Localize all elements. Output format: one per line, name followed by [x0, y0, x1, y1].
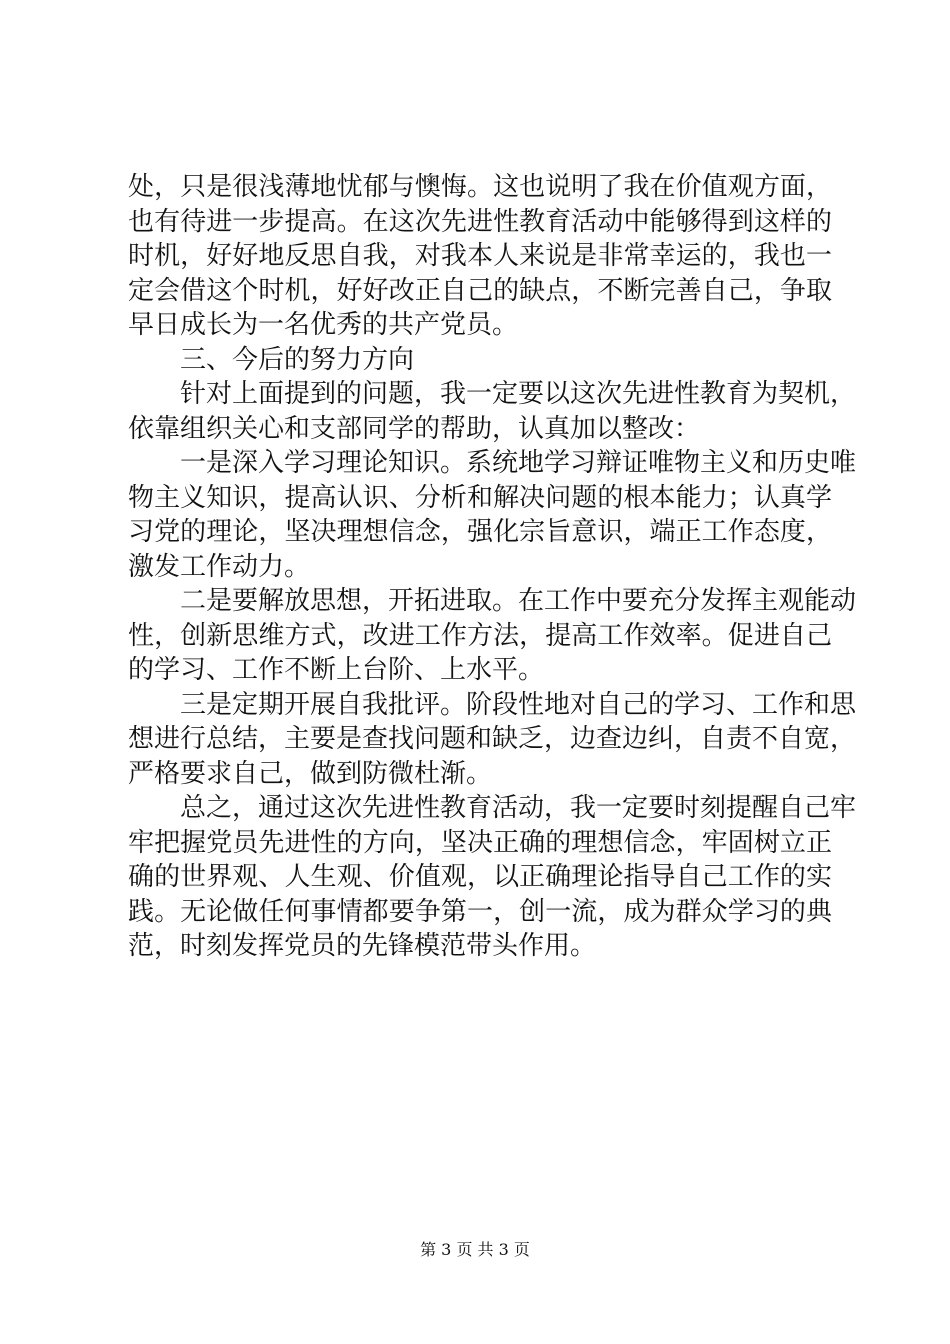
text-line: 物主义知识，提高认识、分析和解决问题的根本能力；认真学: [128, 482, 832, 513]
text-line: 确的世界观、人生观、价值观，以正确理论指导自己工作的实: [128, 862, 832, 892]
text-line: 严格要求自己，做到防微杜渐。: [128, 758, 493, 789]
text-line: 的学习、工作不断上台阶、上水平。: [128, 655, 545, 685]
text-line: 总之，通过这次先进性教育活动，我一定要时刻提醒自己牢: [180, 793, 857, 823]
text-line: 一是深入学习理论知识。系统地学习辩证唯物主义和历史唯: [180, 448, 857, 478]
text-line: 激发工作动力。: [128, 551, 311, 582]
text-line: 时机，好好地反思自我，对我本人来说是非常幸运的，我也一: [128, 241, 832, 271]
body-text: [128, 170, 857, 964]
text-line: 早日成长为一名优秀的共产党员。: [128, 310, 519, 340]
section-heading: 三、今后的努力方向: [180, 344, 415, 375]
text-line: 范，时刻发挥党员的先锋模范带头作用。: [128, 931, 597, 961]
page-footer: 第 3 页 共 3 页: [420, 1240, 530, 1259]
text-line: 三是定期开展自我批评。阶段性地对自己的学习、工作和思: [180, 689, 857, 720]
text-line: 性，创新思维方式，改进工作方法，提高工作效率。促进自己: [128, 620, 832, 651]
text-line: 针对上面提到的问题，我一定要以这次先进性教育为契机，: [180, 379, 857, 409]
text-line: 牢把握党员先进性的方向，坚决正确的理想信念，牢固树立正: [128, 827, 832, 858]
text-line: 习党的理论，坚决理想信念，强化宗旨意识，端正工作态度，: [128, 517, 832, 547]
text-line: 依靠组织关心和支部同学的帮助，认真加以整改：: [128, 413, 701, 444]
text-line: 处，只是很浅薄地忧郁与懊悔。这也说明了我在价值观方面，: [128, 172, 832, 202]
text-line: 践。无论做任何事情都要争第一，创一流，成为群众学习的典: [128, 896, 832, 927]
text-line: 想进行总结，主要是查找问题和缺乏，边查边纠，自责不自宽，: [128, 724, 857, 754]
text-line: 二是要解放思想，开拓进取。在工作中要充分发挥主观能动: [180, 586, 857, 616]
text-line: 定会借这个时机，好好改正自己的缺点，不断完善自己，争取: [128, 275, 832, 306]
text-line: 也有待进一步提高。在这次先进性教育活动中能够得到这样的: [128, 206, 832, 237]
